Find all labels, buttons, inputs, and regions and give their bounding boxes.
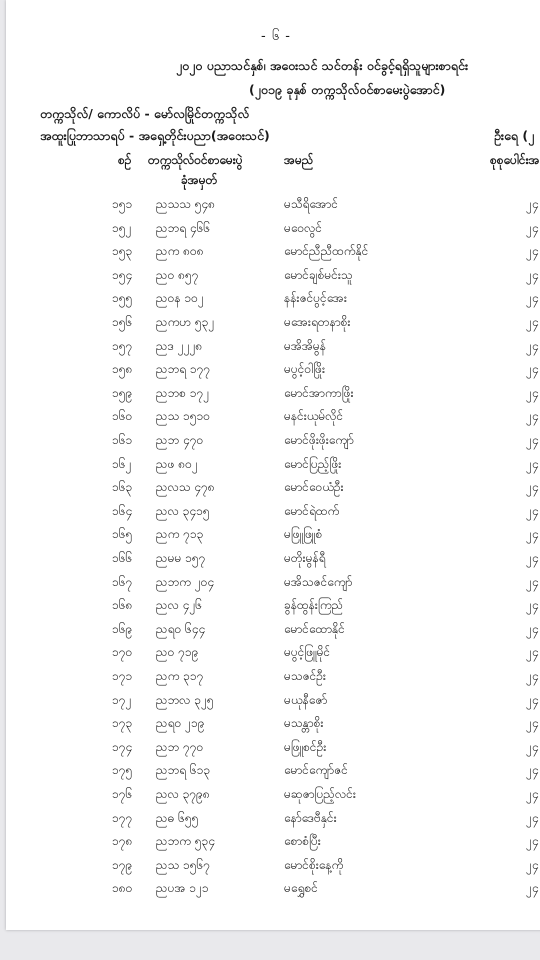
roll-number: ညဘက ၂၀၄: [156, 574, 215, 589]
roll-number: ညဝ ၇၁၉: [156, 645, 199, 660]
row-number: ၁၇၆: [112, 787, 133, 801]
student-name: မဆုဇာပြည့်လင်း: [284, 787, 356, 801]
row-number: ၁၆၇: [112, 574, 133, 589]
document-title: ၂၀၂၀ ပညာသင်နှစ်၊ အဝေးသင် သင်တန်း ဝင်ခွင့်ရရှိသူများစာရင်း: [176, 58, 469, 73]
student-name: နန်းဇင်ပွင့်အေး: [284, 291, 347, 306]
row-number: ၁၅၉: [112, 385, 133, 400]
department-line: အထူးပြုဘာသာရပ် - အရှေ့တိုင်းပညာ(အဝေးသင်): [40, 128, 270, 143]
total-cell: ၂၄: [526, 433, 539, 447]
total-cell: ၂၄: [526, 739, 539, 754]
row-number: ၁၆၂: [112, 456, 132, 471]
table-row: [6, 715, 540, 739]
table-row: [6, 432, 540, 456]
roll-number: ညသ ၁၅၁၀: [156, 409, 211, 424]
total-cell: ၂၄: [526, 810, 539, 825]
row-number: ၁၇၇: [112, 810, 133, 825]
row-number: ၁၆၅: [112, 527, 133, 542]
total-cell: ၂၄: [526, 244, 539, 259]
student-name: ခွန်ထွန်းကြည်: [284, 598, 344, 613]
table-row: [6, 220, 540, 244]
column-header-no: စဉ်: [118, 153, 132, 167]
university-line: တက္ကသိုလ်/ ကောလိပ် - မော်လမြိုင်တက္ကသိုလ်: [40, 106, 250, 121]
student-name: မဖြူစင်ဦး: [284, 739, 327, 754]
row-number: ၁၈၀: [112, 881, 133, 896]
roll-number: ညဘက ၅၃၄: [156, 834, 215, 849]
total-count-label: ဦးရေ (၂: [494, 128, 535, 143]
student-name: မနင်းယုမ်လိုင်: [284, 409, 344, 424]
row-number: ၁၅၁: [112, 197, 133, 211]
student-name: မသဇင်ဦး: [284, 669, 326, 683]
row-number: ၁၆၁: [112, 433, 133, 447]
roll-number: ညက ၃၁၇: [156, 669, 204, 683]
total-cell: ၂၄: [526, 857, 539, 872]
total-cell: ၂၄: [526, 362, 539, 377]
table-row: [6, 739, 540, 763]
row-number: ၁၆၈: [112, 598, 133, 613]
row-number: ၁၆၃: [112, 480, 133, 495]
document-page: [6, 0, 540, 930]
student-name: မပွင့်ဖြူမိုင်: [284, 645, 331, 660]
total-cell: ၂၄: [526, 645, 539, 660]
column-header-roll: တက္ကသိုလ်ဝင်စာမေးပွဲ: [148, 153, 243, 167]
roll-number: ညဘရ ၁၇၇: [156, 362, 211, 377]
table-row: [6, 385, 540, 409]
roll-number: ညလ ၃၄၁၅: [156, 503, 210, 518]
table-row: [6, 479, 540, 503]
student-name: မောင်ရဲထက်: [284, 503, 340, 518]
student-name: မတိုးမွန်ရီ: [284, 551, 326, 565]
table-row: [6, 644, 540, 668]
row-number: ၁၆၉: [112, 621, 133, 636]
student-name: မောင်ဝေယံဦး: [284, 480, 344, 495]
page-number: - ၆ -: [261, 29, 291, 44]
table-row: [6, 857, 540, 881]
table-row: [6, 833, 540, 857]
document-subtitle: (၂၀၁၉ ခုနှစ် တက္ကသိုလ်ဝင်စာမေးပွဲအောင်): [249, 82, 446, 97]
row-number: ၁၅၈: [112, 362, 133, 377]
total-cell: ၂၄: [526, 598, 539, 613]
total-cell: ၂၄: [526, 338, 539, 353]
student-name: မအိအိမွန်: [284, 338, 326, 353]
student-name: မောင်ကျော်ဇင်: [284, 763, 348, 778]
roll-number: ညဝန ၁၀၂: [156, 291, 204, 306]
total-cell: ၂၄: [526, 385, 539, 400]
student-name: မသီရိအောင်: [284, 197, 338, 211]
student-name: မပွင့်ဝါဖြိုး: [284, 362, 326, 377]
table-row: [6, 196, 540, 220]
table-row: [6, 550, 540, 574]
table-row: [6, 267, 540, 291]
table-row: [6, 408, 540, 432]
roll-number: ညကဟ ၅၃၂: [156, 315, 215, 329]
student-name: မောင်ချစ်မင်းသူ: [284, 267, 353, 282]
total-cell: ၂၄: [526, 763, 539, 778]
student-name: မောင်ညီညီထက်နိုင်: [284, 244, 369, 259]
table-row: [6, 762, 540, 786]
student-name: မောင်ပြည့်ဖြိုး: [284, 456, 342, 471]
table-row: [6, 692, 540, 716]
table-row: [6, 668, 540, 692]
row-number: ၁၇၅: [112, 763, 133, 778]
total-cell: ၂၄: [526, 787, 539, 801]
total-cell: ၂၄: [526, 669, 539, 683]
student-name: နော်ဒေဗီနှင်း: [284, 810, 337, 825]
table-row: [6, 597, 540, 621]
student-name: မောင်ဖိုးဖိုးကျော်: [284, 433, 354, 447]
row-number: ၁၇၃: [112, 716, 133, 731]
student-name: မောင်အာကာဖြိုး: [284, 385, 354, 400]
student-name: မရွှေစင်: [284, 881, 318, 896]
total-cell: ၂၄: [526, 527, 539, 542]
roll-number: ညရ၀ ၆၄၄: [156, 621, 206, 636]
total-cell: ၂၄: [526, 551, 539, 565]
roll-number: ညဝ ၈၅၇: [156, 267, 199, 282]
column-header-name: အမည်: [284, 153, 314, 167]
roll-number: ညလ ၃၇၉၈: [156, 787, 210, 801]
student-name: မောင်စိုးနေ့ကို: [284, 857, 344, 872]
row-number: ၁၅၂: [112, 220, 132, 235]
student-name: မအိသဇင်ကျော်: [284, 574, 353, 589]
table-row: [6, 243, 540, 267]
row-number: ၁၇၉: [112, 857, 133, 872]
total-cell: ၂၄: [526, 574, 539, 589]
roll-number: ညက ၇၁၃: [156, 527, 204, 542]
row-number: ၁၇၀: [112, 645, 133, 660]
student-name: မယုနီဇော်: [284, 692, 328, 707]
roll-number: ညဘစ ၁၇၂: [156, 385, 210, 400]
roll-number: ညဘ ၄၇၀: [156, 433, 204, 447]
table-row: [6, 574, 540, 598]
student-name: မဖြူဖြူစံ: [284, 527, 323, 542]
row-number: ၁၆၆: [112, 551, 133, 565]
total-cell: ၂၄: [526, 220, 539, 235]
roll-number: ညဒ ၂၂၂၈: [156, 338, 203, 353]
total-cell: ၂၄: [526, 409, 539, 424]
total-cell: ၂၄: [526, 834, 539, 849]
student-name: မောင်ထောနိုင်: [284, 621, 345, 636]
table-row: [6, 503, 540, 527]
roll-number: ညဘလ ၃၂၅: [156, 692, 214, 707]
table-row: [6, 786, 540, 810]
row-number: ၁၅၃: [112, 244, 133, 259]
row-number: ၁၇၁: [112, 669, 133, 683]
roll-number: ညရ၀ ၂၁၉: [156, 716, 205, 731]
roll-number: ညဓ ၆၅၅: [156, 810, 199, 825]
roll-number: ညလသ ၄၇၈: [156, 480, 215, 495]
roll-number: ညဖ ၈၀၂: [156, 456, 198, 471]
roll-number: ညလ ၄၂၆: [156, 598, 203, 613]
student-name: မဝေလွင်: [284, 220, 323, 235]
student-name: စောစံပြီး: [284, 834, 321, 849]
column-header-total: စုစုပေါင်းအ: [490, 153, 540, 167]
total-cell: ၂၄: [526, 881, 539, 896]
roll-number: ညမမ ၁၅၇: [156, 551, 206, 565]
table-row: [6, 810, 540, 834]
row-number: ၁၅၅: [112, 291, 133, 306]
row-number: ၁၆၄: [112, 503, 133, 518]
roll-number: ညဘရ ၆၁၃: [156, 763, 211, 778]
roll-number: ညဘ ၇၇၀: [156, 739, 204, 754]
table-row: [6, 290, 540, 314]
row-number: ၁၅၆: [112, 315, 133, 329]
total-cell: ၂၄: [526, 692, 539, 707]
student-name: မအေးရတနာစိုး: [284, 315, 351, 329]
row-number: ၁၇၈: [112, 834, 133, 849]
total-cell: ၂၄: [526, 315, 539, 329]
row-number: ၁၇၄: [112, 739, 133, 754]
total-cell: ၂၄: [526, 503, 539, 518]
table-row: [6, 526, 540, 550]
total-cell: ၂၄: [526, 621, 539, 636]
student-name: မသန္တာစိုး: [284, 716, 324, 731]
row-number: ၁၆၀: [112, 409, 133, 424]
column-header-roll-sub: ခုံအမှတ်: [181, 173, 218, 187]
table-row: [6, 361, 540, 385]
total-cell: ၂၄: [526, 197, 539, 211]
roll-number: ညက ၈၀၈: [156, 244, 204, 259]
table-row: [6, 456, 540, 480]
roll-number: ညသ ၁၅၆၇: [156, 857, 211, 872]
table-row: [6, 314, 540, 338]
row-number: ၁၅၇: [112, 338, 133, 353]
total-cell: ၂၄: [526, 480, 539, 495]
row-number: ၁၇၂: [112, 692, 132, 707]
table-row: [6, 880, 540, 904]
row-number: ၁၅၄: [112, 267, 133, 282]
total-cell: ၂၄: [526, 716, 539, 731]
total-cell: ၂၄: [526, 456, 539, 471]
roll-number: ညသသ ၅၄၈: [156, 197, 215, 211]
table-row: [6, 338, 540, 362]
total-cell: ၂၄: [526, 291, 539, 306]
total-cell: ၂၄: [526, 267, 539, 282]
roll-number: ညပအ ၁၂၁: [156, 881, 209, 896]
table-row: [6, 621, 540, 645]
roll-number: ညဘရ ၄၆၆: [156, 220, 211, 235]
